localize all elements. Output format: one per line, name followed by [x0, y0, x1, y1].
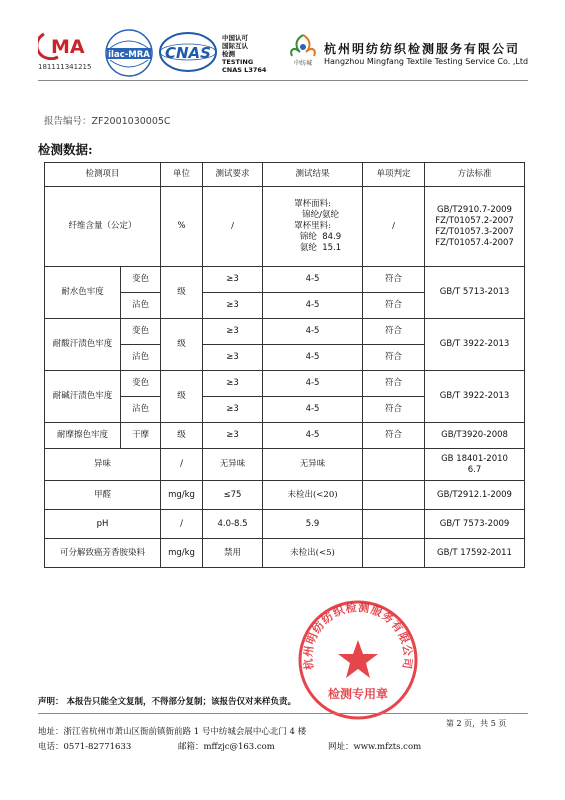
verdict-cell: /	[363, 187, 425, 267]
unit-cell: 级	[161, 423, 203, 449]
verdict-cell: 符合	[363, 371, 425, 397]
result-cell: 未检出(<5)	[263, 539, 363, 568]
contact-info	[38, 740, 518, 752]
ilac-mra-logo	[104, 28, 154, 78]
svg-text:CNAS: CNAS	[165, 44, 211, 62]
result-cell: 无异味	[263, 449, 363, 481]
zhongfangcheng-logo	[286, 32, 320, 68]
cnas-accreditation-text	[222, 34, 266, 74]
item-cell: 可分解致癌芳香胺染料	[45, 539, 161, 568]
address: 地址：浙江省杭州市萧山区衙前镇衙前路 1 号中纺城会展中心北门 4 楼	[38, 727, 307, 737]
standard-cell: GB/T3920-2008	[425, 423, 525, 449]
requirement-cell: ≥3	[203, 371, 263, 397]
test-data-table	[44, 162, 525, 568]
table-row	[45, 371, 525, 397]
item-cell: 纤维含量（公定）	[45, 187, 161, 267]
header-cell: 方法标准	[425, 163, 525, 187]
report-number-value: ZF2001030005C	[91, 116, 171, 127]
email: 邮箱：mffzjc@163.com	[178, 742, 275, 752]
item-cell: 异味	[45, 449, 161, 481]
standard-line: FZ/T01057.3-2007	[435, 226, 514, 237]
verdict-cell: 符合	[363, 319, 425, 345]
requirement-cell: ≥3	[203, 293, 263, 319]
zfc-label: 中纺城	[293, 60, 313, 67]
unit-cell: 级	[161, 319, 203, 371]
requirement-cell: 无异味	[203, 449, 263, 481]
cma-number: 181111341215	[38, 63, 92, 71]
standard-line: FZ/T01057.4-2007	[435, 237, 514, 248]
result-cell: 4-5	[263, 267, 363, 293]
sub-item-cell: 干摩	[121, 423, 161, 449]
table-row	[45, 510, 525, 539]
standard-line: FZ/T01057.2-2007	[435, 215, 514, 226]
company-seal-stamp	[296, 598, 420, 722]
requirement-cell: ≥3	[203, 397, 263, 423]
standard-cell: GB/T 7573-2009	[425, 510, 525, 539]
standard-cell	[425, 187, 525, 267]
svg-text:ilac-MRA: ilac-MRA	[108, 50, 150, 60]
verdict-cell: 符合	[363, 293, 425, 319]
header-divider	[38, 80, 528, 81]
result-cell: 4-5	[263, 423, 363, 449]
verdict-cell: 符合	[363, 345, 425, 371]
item-cell: pH	[45, 510, 161, 539]
verdict-cell: 符合	[363, 423, 425, 449]
verdict-cell: 符合	[363, 397, 425, 423]
unit-cell: mg/kg	[161, 481, 203, 510]
sub-item-cell: 变色	[121, 267, 161, 293]
requirement-cell: ≤75	[203, 481, 263, 510]
report-number-label: 报告编号：	[44, 116, 92, 127]
verdict-cell	[363, 539, 425, 568]
standard-cell: GB/T2912.1-2009	[425, 481, 525, 510]
header-cell: 测试结果	[263, 163, 363, 187]
sub-item-cell: 沾色	[121, 397, 161, 423]
unit-cell: /	[161, 449, 203, 481]
result-cell: 5.9	[263, 510, 363, 539]
header-cell: 测试要求	[203, 163, 263, 187]
item-cell: 耐碱汗渍色牢度	[45, 371, 121, 423]
result-line: 锦纶	[299, 232, 317, 242]
unit-cell: mg/kg	[161, 539, 203, 568]
table-header-row	[45, 163, 525, 187]
svg-text:MA: MA	[51, 36, 85, 58]
verdict-cell	[363, 449, 425, 481]
cnas-line: TESTING	[222, 58, 254, 66]
cma-logo	[38, 30, 94, 60]
standard-cell: GB/T 3922-2013	[425, 319, 525, 371]
section-title: 检测数据:	[38, 142, 93, 157]
item-cell: 耐酸汗渍色牢度	[45, 319, 121, 371]
cnas-line: 国际互认	[222, 42, 248, 50]
sub-item-cell: 沾色	[121, 345, 161, 371]
company-name-cn: 杭州明纺纺织检测服务有限公司	[324, 42, 521, 56]
footer-divider	[38, 713, 528, 714]
requirement-cell: /	[203, 187, 263, 267]
result-line: 锦纶/氨纶	[302, 210, 339, 220]
verdict-cell	[363, 481, 425, 510]
requirement-cell: ≥3	[203, 345, 263, 371]
cnas-line: 检测	[222, 50, 235, 58]
report-number	[44, 113, 171, 127]
table-row	[45, 449, 525, 481]
seal-company-text: 杭州明纺纺织检测服务有限公司	[301, 600, 415, 671]
result-line: 罩杯里料:	[294, 221, 331, 231]
page-indicator: 第 2 页，共 5 页	[446, 719, 507, 728]
cnas-line: 中国认可	[222, 34, 248, 42]
verdict-cell	[363, 510, 425, 539]
result-cell: 4-5	[263, 293, 363, 319]
table-row	[45, 423, 525, 449]
result-cell: 4-5	[263, 319, 363, 345]
requirement-cell: 4.0-8.5	[203, 510, 263, 539]
requirement-cell: ≥3	[203, 267, 263, 293]
unit-cell: %	[161, 187, 203, 267]
table-row	[45, 267, 525, 293]
result-value: 84.9	[322, 232, 342, 242]
result-line: 氨纶	[299, 243, 317, 253]
unit-cell: 级	[161, 371, 203, 423]
requirement-cell: 禁用	[203, 539, 263, 568]
cnas-logo	[158, 30, 218, 74]
item-cell: 耐摩擦色牢度	[45, 423, 121, 449]
unit-cell: /	[161, 510, 203, 539]
sub-item-cell: 沾色	[121, 293, 161, 319]
result-cell: 4-5	[263, 371, 363, 397]
table-row	[45, 319, 525, 345]
standard-cell: GB/T 17592-2011	[425, 539, 525, 568]
result-line: 罩杯面料:	[294, 199, 331, 209]
sub-item-cell: 变色	[121, 319, 161, 345]
standard-cell: GB 18401-2010 6.7	[425, 449, 525, 481]
standard-line: GB/T2910.7-2009	[437, 204, 512, 215]
standard-cell: GB/T 3922-2013	[425, 371, 525, 423]
declaration: 声明： 本报告只能全文复制，不得部分复制；该报告仅对来样负责。	[38, 697, 296, 707]
result-cell: 未检出(<20)	[263, 481, 363, 510]
item-cell: 耐水色牢度	[45, 267, 121, 319]
result-value: 15.1	[322, 243, 342, 253]
header-cell: 单项判定	[363, 163, 425, 187]
table-row	[45, 539, 525, 568]
unit-cell: 级	[161, 267, 203, 319]
requirement-cell: ≥3	[203, 423, 263, 449]
header-cell: 单位	[161, 163, 203, 187]
item-cell: 甲醛	[45, 481, 161, 510]
seal-label: 检测专用章	[327, 687, 389, 701]
company-name-en: Hangzhou Mingfang Textile Testing Service Co. ,Ltd	[324, 57, 529, 66]
requirement-cell: ≥3	[203, 319, 263, 345]
table-row	[45, 187, 525, 267]
result-cell: 4-5	[263, 345, 363, 371]
phone: 电话：0571-82771633	[38, 742, 132, 752]
verdict-cell: 符合	[363, 267, 425, 293]
table-row	[45, 481, 525, 510]
sub-item-cell: 变色	[121, 371, 161, 397]
result-cell: 4-5	[263, 397, 363, 423]
website: 网址：www.mfzts.com	[328, 742, 422, 752]
header-cell: 检测项目	[45, 163, 161, 187]
fiber-result-cell	[263, 187, 363, 267]
standard-cell: GB/T 5713-2013	[425, 267, 525, 319]
cnas-line: CNAS L3764	[222, 66, 267, 74]
